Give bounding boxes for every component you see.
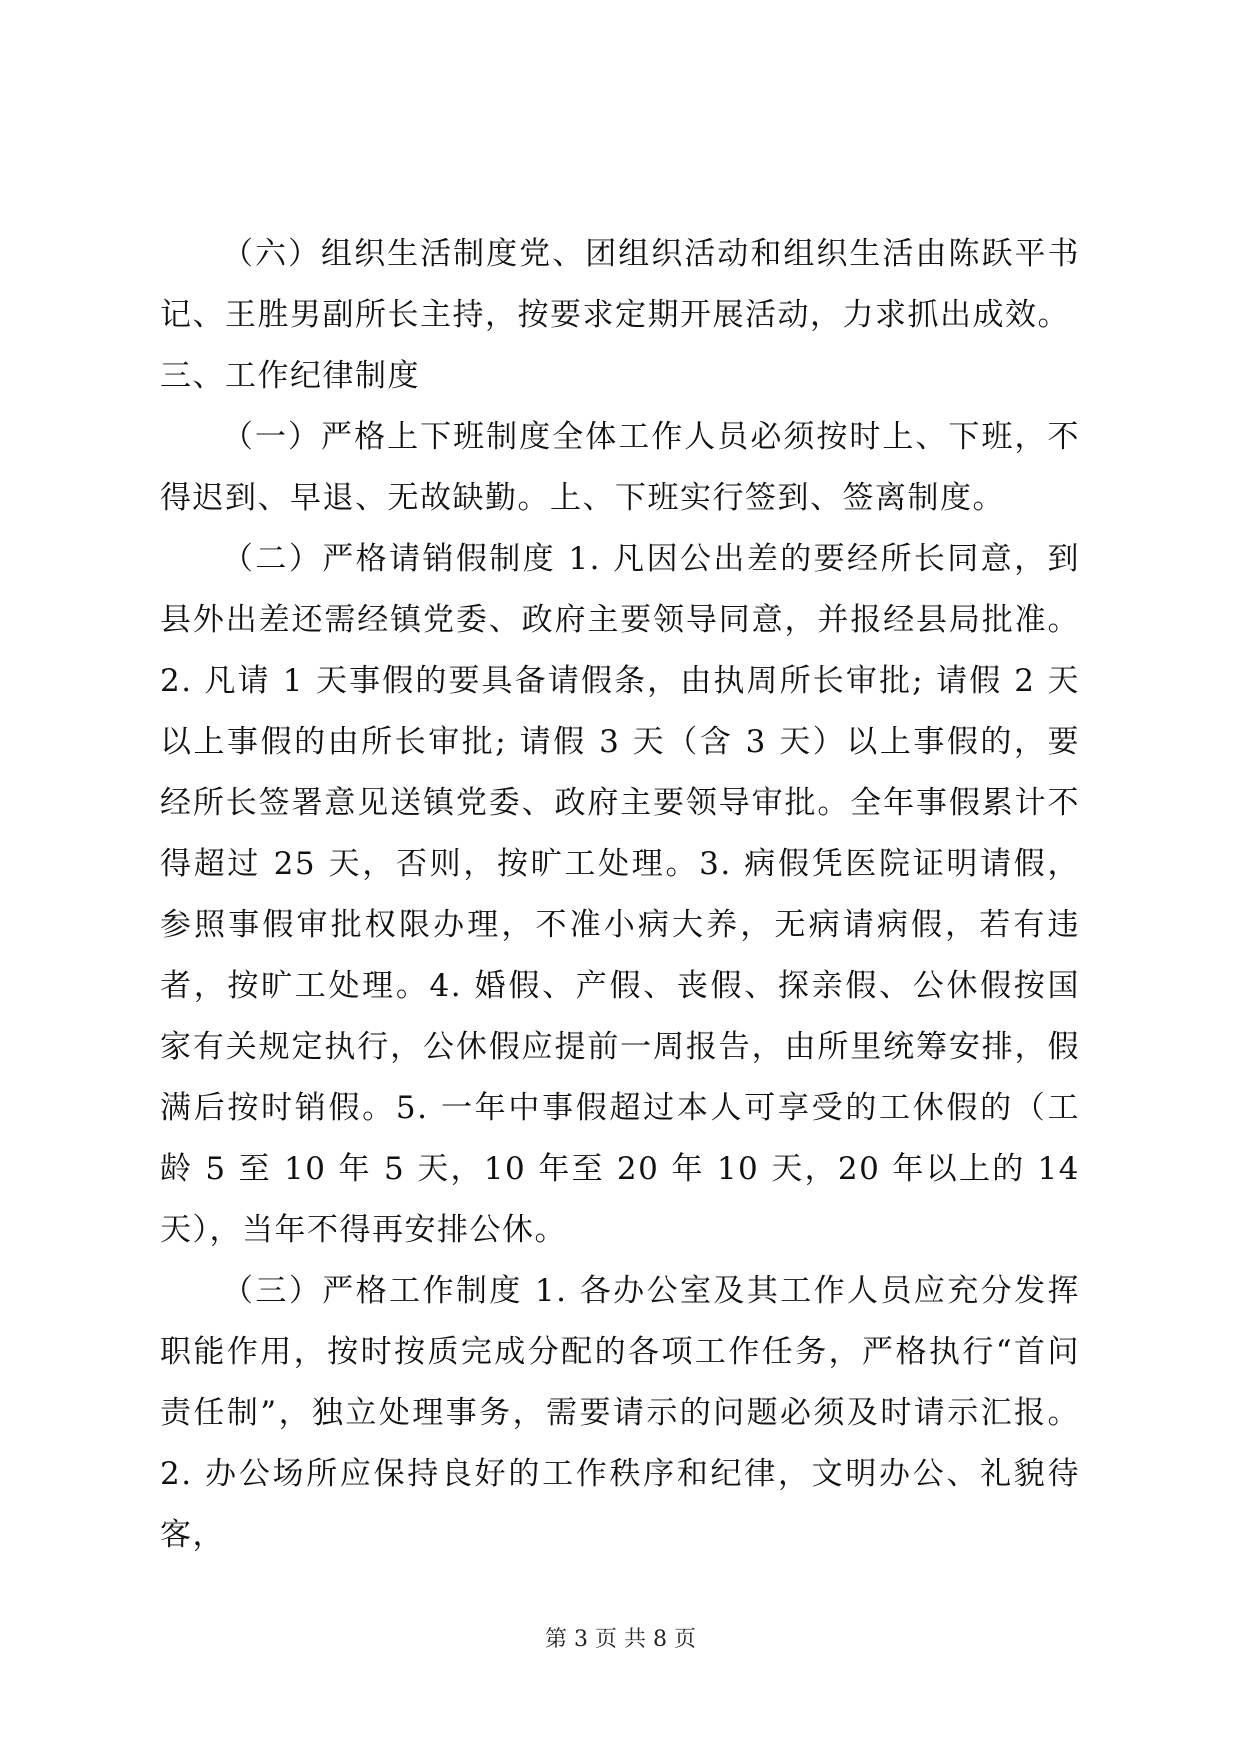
paragraph-organization-life: （六）组织生活制度党、团组织活动和组织生活由陈跃平书记、王胜男副所长主持，按要求定期开展活动，力求抓出成效。: [160, 236, 1080, 333]
paragraph-leave-rules: （二）严格请销假制度 1. 凡因公出差的要经所长同意，到县外出差还需经镇党委、政府主要领导同意，并报经县局批准。2. 凡请 1 天事假的要具备请假条，由执周所长审批; 请假 2 天以上事假的由所长审批; 请假 3 天（含 3 天）以上事假的，要经所长签署意见送镇党委、政府主要领导审批。全年事假累计不得超过 25 天，否则，按旷工处理。3. 病假凭医院证明请假，参照事假审批权限办理，不准小病大养，无病请病假，若有违者，按旷工处理。4. 婚假、产假、丧假、探亲假、公休假按国家有关规定执行，公休假应提前一周报告，由所里统筹安排，假满后按时销假。5. 一年中事假超过本人可享受的工休假的（工龄 5 至 10 年 5 天，10 年至 20 年 10 天，20 年以上的 14 天），当年不得再安排公休。: [160, 541, 1080, 1248]
paragraph-attendance-rules: （一）严格上下班制度全体工作人员必须按时上、下班，不得迟到、早退、无故缺勤。上、下班实行签到、签离制度。: [160, 419, 1080, 516]
section-heading-work-discipline: 三、工作纪律制度: [160, 358, 420, 394]
paragraph-work-rules: （三）严格工作制度 1. 各办公室及其工作人员应充分发挥职能作用，按时按质完成分配的各项工作任务，严格执行“首问责任制”，独立处理事务，需要请示的问题必须及时请示汇报。2. 办公场所应保持良好的工作秩序和纪律，文明办公、礼貌待客，: [160, 1273, 1080, 1553]
document-body: [160, 224, 1080, 1566]
page-number-footer: 第 3 页 共 8 页: [545, 1627, 696, 1652]
